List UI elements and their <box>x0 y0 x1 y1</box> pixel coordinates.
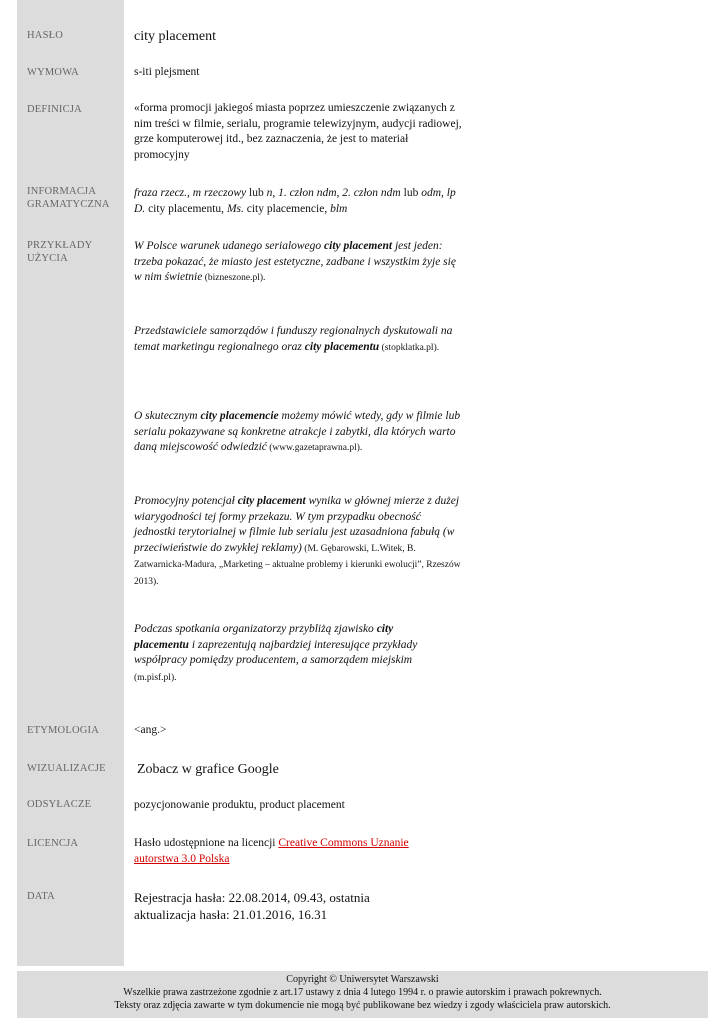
source-open: ( <box>301 543 308 554</box>
grammar-part: odm, lp D. <box>134 187 456 215</box>
footer <box>17 971 708 1018</box>
example-term: city placementu <box>134 623 394 651</box>
license-text <box>134 836 434 867</box>
cross-references: pozycjonowanie produktu, product placement <box>134 799 345 811</box>
example-term: city placement <box>324 240 393 252</box>
example-text: Promocyjny potencjał <box>134 495 238 507</box>
source-open: ( <box>134 672 138 683</box>
example-term: city placementu <box>304 340 380 353</box>
grammar-part: Ms. <box>226 202 244 215</box>
grammar-part: city placementu, <box>145 202 227 215</box>
footer-rights: Wszelkie prawa zastrzeżone zgodnie z art.17 ustawy z dnia 4 lutego 1994 r. o prawie autorskim i prawach pokrewnych. <box>123 987 602 998</box>
grammar-part: city placemencie, <box>243 202 331 215</box>
label-przyklady-uzycia <box>27 239 122 265</box>
example-2 <box>134 324 454 356</box>
headword: city placement <box>134 29 217 44</box>
label-informacja-line1: INFORMACJA <box>27 186 97 197</box>
example-text: Podczas spotkania organizatorzy przybliżą zjawisko <box>134 623 377 635</box>
source-close: ). <box>153 576 159 587</box>
label-wymowa: WYMOWA <box>27 67 79 78</box>
grammar-part: blm <box>330 202 348 215</box>
definition: «forma promocji jakiegoś miasta poprzez umieszczenie związanych z nim treści w filmie, serialu, programie telewizyjnym, audycji radiowej, grze komputerowej itd., bez zaznaczenia, że jest to materiał promocyjny <box>134 102 462 161</box>
example-source: bizneszone.pl <box>207 273 260 283</box>
example-1 <box>134 239 464 287</box>
source-close: ). <box>170 672 177 683</box>
example-source: stopklatka.pl <box>384 342 434 353</box>
label-column <box>17 0 124 966</box>
example-text: możemy mówić wtedy, gdy w filmie lub serialu pokazywane są konkretne atrakcje i zabytki, dla których warto daną miejscowość odwiedzić <box>134 410 461 453</box>
footer-copyright: Copyright © Uniwersytet Warszawski <box>286 974 439 985</box>
grammar-info <box>134 186 464 217</box>
grammar-part: fraza rzecz., m rzeczowy <box>134 187 247 199</box>
label-informacja-line2: GRAMATYCZNA <box>27 199 110 210</box>
label-odsylacze: ODSYŁACZE <box>27 799 92 810</box>
source-open: ( <box>379 342 385 353</box>
google-images-link[interactable]: Zobacz w grafice Google <box>137 762 279 777</box>
example-text: O skutecznym <box>134 410 201 422</box>
grammar-part: n, 1. człon ndm, 2. człon ndm <box>266 187 401 199</box>
source-close: ). <box>433 342 440 353</box>
footer-notice: Teksty oraz zdjęcia zawarte w tym dokumencie nie mogą być publikowane bez wiedzy i zgody właściciela praw autorskich. <box>114 1000 611 1011</box>
label-wizualizacje: WIZUALIZACJE <box>27 763 106 774</box>
example-text: Przedstawiciele samorządów i funduszy regionalnych dyskutowali na temat marketingu regionalnego oraz <box>134 325 453 353</box>
example-5 <box>134 622 444 686</box>
label-haslo: HASŁO <box>27 30 64 41</box>
example-text: jest jeden: trzeba pokazać, że miasto jest estetyczne, zadbane i wszystkim żyje się w nim świetnie <box>134 240 456 283</box>
example-source: m.pisf.pl <box>137 672 171 683</box>
etymology: <ang.> <box>134 724 167 736</box>
label-licencja: LICENCJA <box>27 838 79 849</box>
pronunciation: s-iti plejsment <box>134 66 200 78</box>
source-open: ( <box>266 443 273 453</box>
label-definicja: DEFINICJA <box>27 104 82 115</box>
source-close: ). <box>259 273 266 283</box>
example-term: city placemencie <box>200 410 279 422</box>
registration-date: Rejestracja hasła: 22.08.2014, 09.43, ostatnia aktualizacja hasła: 21.01.2016, 16.31 <box>134 890 370 922</box>
source-close: ). <box>356 443 363 453</box>
label-informacja-gramatyczna <box>27 185 122 211</box>
example-3 <box>134 409 464 457</box>
label-data: DATA <box>27 891 55 902</box>
license-prefix: Hasło udostępnione na licencji <box>134 837 279 849</box>
label-etymologia: ETYMOLOGIA <box>27 725 99 736</box>
example-source: www.gazetaprawna.pl <box>272 443 357 453</box>
example-text: i zaprezentują najbardziej interesujące przykłady współpracy pomiędzy producentem, a samorządem miejskim <box>134 638 418 666</box>
example-source: M. Gębarowski, L.Witek, B. Zatwarnicka-Madura, „Marketing – aktualne problemy i kierunki ewolucji”, Rzeszów 2013 <box>134 543 461 587</box>
grammar-part: lub <box>246 187 267 199</box>
example-text: W Polsce warunek udanego serialowego <box>134 240 325 252</box>
license-link[interactable]: Creative Commons Uznanie autorstwa 3.0 Polska <box>134 837 409 865</box>
label-przyklady-line1: PRZYKŁADY <box>27 240 93 251</box>
label-przyklady-line2: UŻYCIA <box>27 253 68 264</box>
example-4 <box>134 494 464 590</box>
grammar-part: lub <box>400 187 422 199</box>
source-open: ( <box>202 273 208 283</box>
example-term: city placement <box>237 495 306 507</box>
example-text: wynika w głównej mierze z dużej wiarygodności tej formy przekazu. W tym przypadku obecność jednostki terytorialnej w filmie lub serialu jest uzasadniona fabułą (w przeciwieństwie do zwykłej reklamy) <box>134 495 460 554</box>
